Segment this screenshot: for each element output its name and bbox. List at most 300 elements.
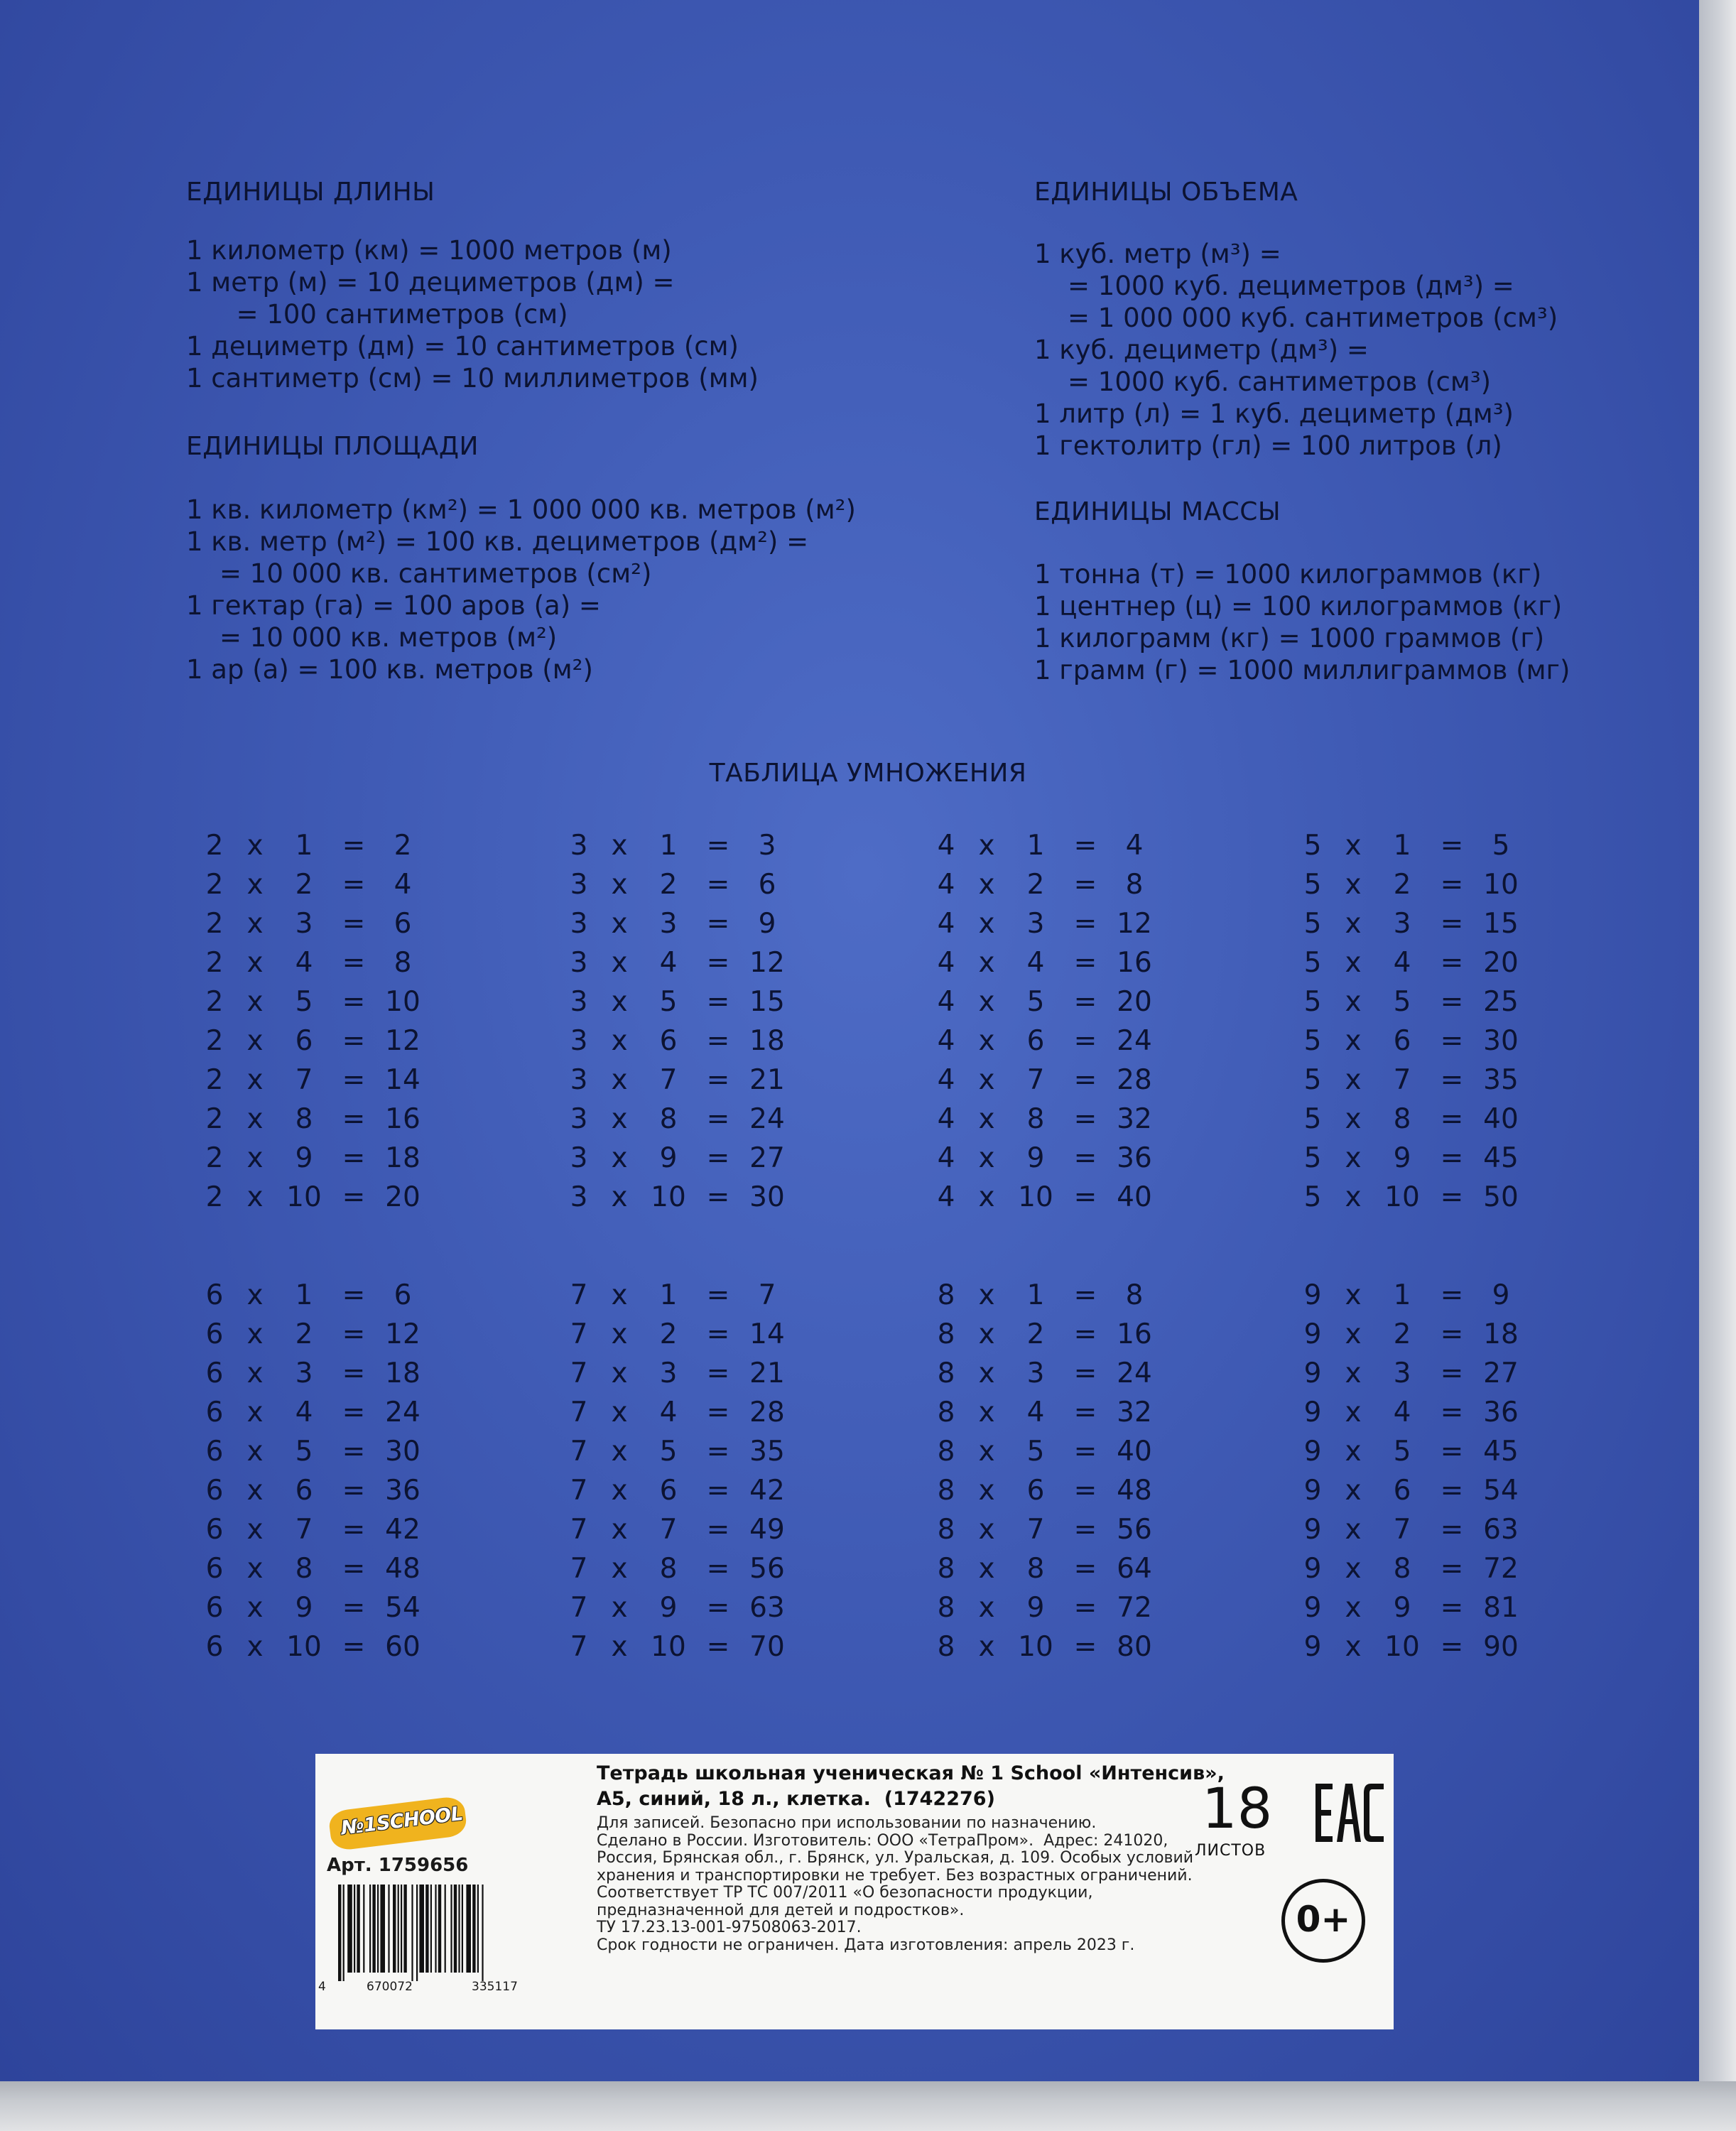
multiplier: 10 bbox=[286, 1181, 322, 1213]
factor: 9 bbox=[1303, 1553, 1322, 1585]
barcode-bar bbox=[354, 1885, 355, 1973]
times-sign: x bbox=[611, 1592, 628, 1624]
factor: 5 bbox=[1303, 1181, 1322, 1213]
times-sign: x bbox=[1345, 830, 1362, 862]
factor: 9 bbox=[1303, 1475, 1322, 1507]
equals-sign: = bbox=[1073, 1514, 1097, 1546]
product: 3 bbox=[758, 830, 776, 862]
equals-sign: = bbox=[1073, 1181, 1097, 1213]
equals-sign: = bbox=[342, 1064, 366, 1096]
times-sign: x bbox=[246, 1181, 264, 1213]
times-sign: x bbox=[611, 908, 628, 940]
multiplier: 2 bbox=[1026, 1318, 1045, 1350]
factor: 6 bbox=[205, 1631, 224, 1663]
equals-sign: = bbox=[1440, 986, 1464, 1018]
multiplier: 9 bbox=[1393, 1142, 1411, 1174]
factor: 3 bbox=[570, 1103, 588, 1135]
sheets-count: 18 bbox=[1202, 1777, 1273, 1841]
unit-line: = 1000 куб. сантиметров (см³) bbox=[1034, 367, 1492, 397]
barcode-bar bbox=[438, 1885, 441, 1973]
factor: 4 bbox=[937, 986, 955, 1018]
length-units-list bbox=[186, 234, 759, 394]
times-sign: x bbox=[978, 908, 995, 940]
equals-sign: = bbox=[342, 1592, 366, 1624]
barcode-bar bbox=[472, 1885, 475, 1973]
times-sign: x bbox=[246, 1475, 264, 1507]
barcode-bar bbox=[403, 1885, 406, 1973]
factor: 7 bbox=[570, 1436, 588, 1468]
product: 27 bbox=[1483, 1357, 1519, 1389]
times-sign: x bbox=[1345, 1064, 1362, 1096]
multiplier: 5 bbox=[1393, 986, 1411, 1018]
equals-sign: = bbox=[706, 1103, 730, 1135]
equals-sign: = bbox=[706, 1592, 730, 1624]
product: 90 bbox=[1483, 1631, 1519, 1663]
product: 9 bbox=[758, 908, 776, 940]
multiplier: 7 bbox=[659, 1514, 678, 1546]
times-sign: x bbox=[611, 869, 628, 901]
times-sign: x bbox=[246, 908, 264, 940]
multiplier: 1 bbox=[295, 1279, 313, 1311]
product: 4 bbox=[394, 869, 412, 901]
multiplier: 5 bbox=[295, 1436, 313, 1468]
factor: 5 bbox=[1303, 830, 1322, 862]
volume-units-list bbox=[1034, 238, 1558, 462]
length-units-title: ЕДИНИЦЫ ДЛИНЫ bbox=[186, 178, 435, 207]
barcode-bar bbox=[482, 1885, 483, 1981]
times-sign: x bbox=[611, 1553, 628, 1585]
product-title: Тетрадь школьная ученическая № 1 School «Интенсив», А5, синий, 18 л., клетка. (1742276) bbox=[597, 1762, 1225, 1810]
times-sign: x bbox=[1345, 986, 1362, 1018]
unit-line: 1 куб. метр (м³) = bbox=[1034, 239, 1281, 269]
equals-sign: = bbox=[706, 1631, 730, 1663]
times-sign: x bbox=[978, 1025, 995, 1057]
multiplier: 3 bbox=[659, 908, 678, 940]
product: 20 bbox=[385, 1181, 421, 1213]
times-sign: x bbox=[1345, 1475, 1362, 1507]
product: 15 bbox=[749, 986, 785, 1018]
product: 24 bbox=[1117, 1025, 1152, 1057]
multiplier: 9 bbox=[659, 1142, 678, 1174]
factor: 2 bbox=[205, 947, 224, 979]
equals-sign: = bbox=[342, 1475, 366, 1507]
multiplier: 3 bbox=[659, 1357, 678, 1389]
multiplier: 3 bbox=[1026, 1357, 1045, 1389]
barcode-bar bbox=[401, 1885, 402, 1973]
factor: 2 bbox=[205, 1181, 224, 1213]
unit-line: 1 литр (л) = 1 куб. дециметр (дм³) bbox=[1034, 398, 1514, 429]
product: 20 bbox=[1483, 947, 1519, 979]
mass-units-list bbox=[1034, 558, 1570, 686]
product: 30 bbox=[385, 1436, 421, 1468]
factor: 7 bbox=[570, 1631, 588, 1663]
times-sign: x bbox=[246, 1631, 264, 1663]
factor: 3 bbox=[570, 908, 588, 940]
equals-sign: = bbox=[1440, 1514, 1464, 1546]
product: 35 bbox=[749, 1436, 785, 1468]
unit-line: 1 гектолитр (гл) = 100 литров (л) bbox=[1034, 430, 1502, 461]
factor: 6 bbox=[205, 1357, 224, 1389]
times-sign: x bbox=[246, 1592, 264, 1624]
barcode-bar bbox=[450, 1885, 452, 1973]
multiplier: 9 bbox=[1026, 1142, 1045, 1174]
product: 8 bbox=[394, 947, 412, 979]
product: 40 bbox=[1483, 1103, 1519, 1135]
multiplier: 5 bbox=[1393, 1436, 1411, 1468]
factor: 5 bbox=[1303, 869, 1322, 901]
factor: 4 bbox=[937, 830, 955, 862]
times-sign: x bbox=[978, 1181, 995, 1213]
times-sign: x bbox=[978, 1142, 995, 1174]
multiplier: 1 bbox=[1393, 1279, 1411, 1311]
equals-sign: = bbox=[1073, 1397, 1097, 1428]
product: 63 bbox=[749, 1592, 785, 1624]
factor: 5 bbox=[1303, 947, 1322, 979]
factor: 8 bbox=[937, 1357, 955, 1389]
product: 15 bbox=[1483, 908, 1519, 940]
barcode-bar bbox=[369, 1885, 371, 1973]
barcode-bar bbox=[419, 1885, 424, 1973]
equals-sign: = bbox=[706, 947, 730, 979]
times-sign: x bbox=[611, 1181, 628, 1213]
multiplier: 5 bbox=[1026, 986, 1045, 1018]
times-sign: x bbox=[978, 986, 995, 1018]
equals-sign: = bbox=[1073, 1357, 1097, 1389]
factor: 8 bbox=[937, 1592, 955, 1624]
times-sign: x bbox=[246, 869, 264, 901]
equals-sign: = bbox=[1440, 1553, 1464, 1585]
times-sign: x bbox=[611, 1397, 628, 1428]
equals-sign: = bbox=[706, 830, 730, 862]
factor: 8 bbox=[937, 1436, 955, 1468]
product: 8 bbox=[1125, 869, 1144, 901]
unit-line: = 100 сантиметров (см) bbox=[186, 299, 568, 330]
multiplier: 6 bbox=[1026, 1025, 1045, 1057]
factor: 6 bbox=[205, 1318, 224, 1350]
equals-sign: = bbox=[342, 1357, 366, 1389]
multiplier: 6 bbox=[659, 1025, 678, 1057]
product: 18 bbox=[749, 1025, 785, 1057]
barcode-bar bbox=[380, 1885, 385, 1973]
product: 30 bbox=[749, 1181, 785, 1213]
times-sign: x bbox=[1345, 1553, 1362, 1585]
equals-sign: = bbox=[706, 1064, 730, 1096]
product: 18 bbox=[385, 1142, 421, 1174]
times-sign: x bbox=[1345, 908, 1362, 940]
product: 40 bbox=[1117, 1181, 1152, 1213]
multiplier: 9 bbox=[1026, 1592, 1045, 1624]
factor: 5 bbox=[1303, 1064, 1322, 1096]
multiplier: 3 bbox=[1026, 908, 1045, 940]
notebook-edge-right bbox=[1699, 0, 1736, 2131]
unit-line: 1 центнер (ц) = 100 килограммов (кг) bbox=[1034, 591, 1563, 622]
product: 6 bbox=[394, 1279, 412, 1311]
equals-sign: = bbox=[342, 1142, 366, 1174]
product: 16 bbox=[1117, 947, 1152, 979]
product: 12 bbox=[1117, 908, 1152, 940]
equals-sign: = bbox=[706, 1181, 730, 1213]
factor: 4 bbox=[937, 1025, 955, 1057]
area-units-title: ЕДИНИЦЫ ПЛОЩАДИ bbox=[186, 432, 479, 461]
barcode-bar bbox=[445, 1885, 446, 1973]
product: 36 bbox=[1117, 1142, 1152, 1174]
times-sign: x bbox=[1345, 1318, 1362, 1350]
barcode-bar bbox=[343, 1885, 345, 1981]
product: 36 bbox=[385, 1475, 421, 1507]
unit-line: 1 дециметр (дм) = 10 сантиметров (см) bbox=[186, 331, 739, 362]
times-sign: x bbox=[1345, 1279, 1362, 1311]
brand-logo bbox=[327, 1796, 467, 1852]
product: 18 bbox=[385, 1357, 421, 1389]
times-sign: x bbox=[246, 947, 264, 979]
times-sign: x bbox=[978, 1318, 995, 1350]
factor: 6 bbox=[205, 1436, 224, 1468]
factor: 8 bbox=[937, 1279, 955, 1311]
barcode-bar bbox=[466, 1885, 471, 1973]
product: 7 bbox=[758, 1279, 776, 1311]
factor: 9 bbox=[1303, 1279, 1322, 1311]
product: 12 bbox=[385, 1318, 421, 1350]
times-sign: x bbox=[978, 1357, 995, 1389]
product: 72 bbox=[1117, 1592, 1152, 1624]
multiplier: 10 bbox=[286, 1631, 322, 1663]
barcode-bar bbox=[454, 1885, 457, 1973]
equals-sign: = bbox=[342, 1181, 366, 1213]
equals-sign: = bbox=[1073, 1436, 1097, 1468]
multiplier: 1 bbox=[295, 830, 313, 862]
times-sign: x bbox=[246, 1436, 264, 1468]
factor: 3 bbox=[570, 869, 588, 901]
factor: 5 bbox=[1303, 1142, 1322, 1174]
factor: 3 bbox=[570, 1181, 588, 1213]
equals-sign: = bbox=[1440, 1279, 1464, 1311]
factor: 6 bbox=[205, 1475, 224, 1507]
product: 80 bbox=[1117, 1631, 1152, 1663]
multiplier: 6 bbox=[295, 1025, 313, 1057]
multiplier: 10 bbox=[1018, 1181, 1053, 1213]
multiplier: 8 bbox=[1026, 1103, 1045, 1135]
equals-sign: = bbox=[706, 1553, 730, 1585]
factor: 7 bbox=[570, 1592, 588, 1624]
unit-line: 1 килограмм (кг) = 1000 граммов (г) bbox=[1034, 623, 1545, 654]
unit-line: 1 кв. метр (м²) = 100 кв. дециметров (дм²) = bbox=[186, 526, 809, 557]
factor: 3 bbox=[570, 830, 588, 862]
multiplier: 10 bbox=[1384, 1181, 1420, 1213]
notebook-edge-bottom bbox=[0, 2081, 1736, 2131]
equals-sign: = bbox=[342, 1103, 366, 1135]
product: 21 bbox=[749, 1064, 785, 1096]
factor: 8 bbox=[937, 1318, 955, 1350]
multiplier: 7 bbox=[295, 1514, 313, 1546]
factor: 9 bbox=[1303, 1592, 1322, 1624]
multiplier: 9 bbox=[659, 1592, 678, 1624]
equals-sign: = bbox=[342, 1631, 366, 1663]
barcode-bar bbox=[393, 1885, 396, 1973]
factor: 5 bbox=[1303, 1103, 1322, 1135]
multiplier: 1 bbox=[659, 1279, 678, 1311]
barcode-digits-right: 335117 bbox=[472, 1980, 518, 1994]
times-sign: x bbox=[1345, 1397, 1362, 1428]
barcode-bar bbox=[425, 1885, 428, 1973]
equals-sign: = bbox=[1073, 1103, 1097, 1135]
multiplier: 7 bbox=[1026, 1514, 1045, 1546]
factor: 3 bbox=[570, 1142, 588, 1174]
product: 60 bbox=[385, 1631, 421, 1663]
product: 9 bbox=[1492, 1279, 1510, 1311]
multiplier: 3 bbox=[1393, 1357, 1411, 1389]
equals-sign: = bbox=[1440, 1103, 1464, 1135]
times-sign: x bbox=[1345, 1181, 1362, 1213]
barcode-bar bbox=[430, 1885, 432, 1973]
product: 28 bbox=[1117, 1064, 1152, 1096]
product: 54 bbox=[385, 1592, 421, 1624]
equals-sign: = bbox=[342, 1279, 366, 1311]
product: 36 bbox=[1483, 1397, 1519, 1428]
factor: 4 bbox=[937, 1181, 955, 1213]
times-sign: x bbox=[246, 1514, 264, 1546]
product: 16 bbox=[1117, 1318, 1152, 1350]
product: 6 bbox=[394, 908, 412, 940]
times-sign: x bbox=[246, 1025, 264, 1057]
equals-sign: = bbox=[1073, 1279, 1097, 1311]
multiplier: 8 bbox=[1393, 1103, 1411, 1135]
multiplier: 8 bbox=[1026, 1553, 1045, 1585]
factor: 4 bbox=[937, 1142, 955, 1174]
equals-sign: = bbox=[1440, 1397, 1464, 1428]
equals-sign: = bbox=[706, 986, 730, 1018]
factor: 7 bbox=[570, 1397, 588, 1428]
times-sign: x bbox=[978, 1553, 995, 1585]
product: 10 bbox=[385, 986, 421, 1018]
times-sign: x bbox=[246, 1357, 264, 1389]
multiplier: 4 bbox=[1393, 947, 1411, 979]
equals-sign: = bbox=[706, 1279, 730, 1311]
multiplier: 1 bbox=[1393, 830, 1411, 862]
factor: 6 bbox=[205, 1553, 224, 1585]
unit-line: 1 ар (а) = 100 кв. метров (м²) bbox=[186, 654, 593, 685]
barcode-digits-left: 670072 bbox=[367, 1980, 413, 1994]
multiplier: 2 bbox=[659, 1318, 678, 1350]
factor: 4 bbox=[937, 947, 955, 979]
product: 63 bbox=[1483, 1514, 1519, 1546]
factor: 7 bbox=[570, 1357, 588, 1389]
times-sign: x bbox=[1345, 1514, 1362, 1546]
multiplier: 7 bbox=[659, 1064, 678, 1096]
multiplier: 2 bbox=[1393, 869, 1411, 901]
multiplier: 9 bbox=[295, 1592, 313, 1624]
multiplier: 10 bbox=[651, 1631, 686, 1663]
equals-sign: = bbox=[342, 1436, 366, 1468]
multiplier: 2 bbox=[1393, 1318, 1411, 1350]
unit-line: = 10 000 кв. метров (м²) bbox=[186, 622, 558, 653]
barcode-bar bbox=[462, 1885, 463, 1973]
times-sign: x bbox=[246, 830, 264, 862]
barcode-bar bbox=[388, 1885, 389, 1973]
article-number: Арт. 1759656 bbox=[327, 1855, 469, 1876]
multiplier: 8 bbox=[295, 1553, 313, 1585]
factor: 9 bbox=[1303, 1514, 1322, 1546]
multiplier: 7 bbox=[1393, 1064, 1411, 1096]
product: 32 bbox=[1117, 1397, 1152, 1428]
equals-sign: = bbox=[1440, 1357, 1464, 1389]
times-sign: x bbox=[246, 1318, 264, 1350]
multiplier: 2 bbox=[295, 1318, 313, 1350]
factor: 9 bbox=[1303, 1318, 1322, 1350]
barcode-digit-prefix: 4 bbox=[318, 1980, 326, 1994]
product: 5 bbox=[1492, 830, 1510, 862]
equals-sign: = bbox=[342, 1514, 366, 1546]
times-sign: x bbox=[246, 1142, 264, 1174]
factor: 2 bbox=[205, 869, 224, 901]
multiplier: 5 bbox=[295, 986, 313, 1018]
factor: 6 bbox=[205, 1514, 224, 1546]
multiplier: 2 bbox=[1026, 869, 1045, 901]
times-sign: x bbox=[611, 1357, 628, 1389]
multiplier: 5 bbox=[659, 986, 678, 1018]
times-sign: x bbox=[978, 1475, 995, 1507]
multiplier: 1 bbox=[1026, 830, 1045, 862]
product: 14 bbox=[749, 1318, 785, 1350]
factor: 7 bbox=[570, 1514, 588, 1546]
equals-sign: = bbox=[342, 1553, 366, 1585]
unit-line: 1 грамм (г) = 1000 миллиграммов (мг) bbox=[1034, 655, 1570, 685]
equals-sign: = bbox=[1440, 947, 1464, 979]
equals-sign: = bbox=[1440, 1436, 1464, 1468]
times-sign: x bbox=[978, 1397, 995, 1428]
equals-sign: = bbox=[1440, 869, 1464, 901]
equals-sign: = bbox=[1073, 830, 1097, 862]
multiplier: 8 bbox=[295, 1103, 313, 1135]
product: 48 bbox=[385, 1553, 421, 1585]
eac-certification-icon bbox=[1315, 1784, 1384, 1842]
multiplier: 5 bbox=[659, 1436, 678, 1468]
times-sign: x bbox=[1345, 1103, 1362, 1135]
multiplier: 9 bbox=[295, 1142, 313, 1174]
times-sign: x bbox=[611, 1103, 628, 1135]
equals-sign: = bbox=[1073, 869, 1097, 901]
product: 12 bbox=[385, 1025, 421, 1057]
equals-sign: = bbox=[1440, 1025, 1464, 1057]
times-sign: x bbox=[978, 1279, 995, 1311]
product: 27 bbox=[749, 1142, 785, 1174]
multiplier: 4 bbox=[295, 1397, 313, 1428]
product: 56 bbox=[1117, 1514, 1152, 1546]
multiplier: 10 bbox=[1384, 1631, 1420, 1663]
multiplier: 3 bbox=[295, 1357, 313, 1389]
unit-line: 1 гектар (га) = 100 аров (а) = bbox=[186, 590, 601, 621]
equals-sign: = bbox=[1073, 1142, 1097, 1174]
unit-line: 1 сантиметр (см) = 10 миллиметров (мм) bbox=[186, 363, 759, 394]
multiplier: 8 bbox=[659, 1103, 678, 1135]
equals-sign: = bbox=[1440, 1142, 1464, 1174]
product-label bbox=[315, 1754, 1394, 2029]
times-sign: x bbox=[611, 986, 628, 1018]
factor: 9 bbox=[1303, 1397, 1322, 1428]
multiplier: 10 bbox=[1018, 1631, 1053, 1663]
times-sign: x bbox=[978, 1064, 995, 1096]
equals-sign: = bbox=[1073, 908, 1097, 940]
equals-sign: = bbox=[706, 1142, 730, 1174]
product: 16 bbox=[385, 1103, 421, 1135]
equals-sign: = bbox=[1073, 1318, 1097, 1350]
factor: 2 bbox=[205, 1025, 224, 1057]
times-sign: x bbox=[246, 986, 264, 1018]
equals-sign: = bbox=[1073, 1064, 1097, 1096]
factor: 6 bbox=[205, 1279, 224, 1311]
product: 70 bbox=[749, 1631, 785, 1663]
factor: 2 bbox=[205, 1103, 224, 1135]
times-sign: x bbox=[246, 1397, 264, 1428]
